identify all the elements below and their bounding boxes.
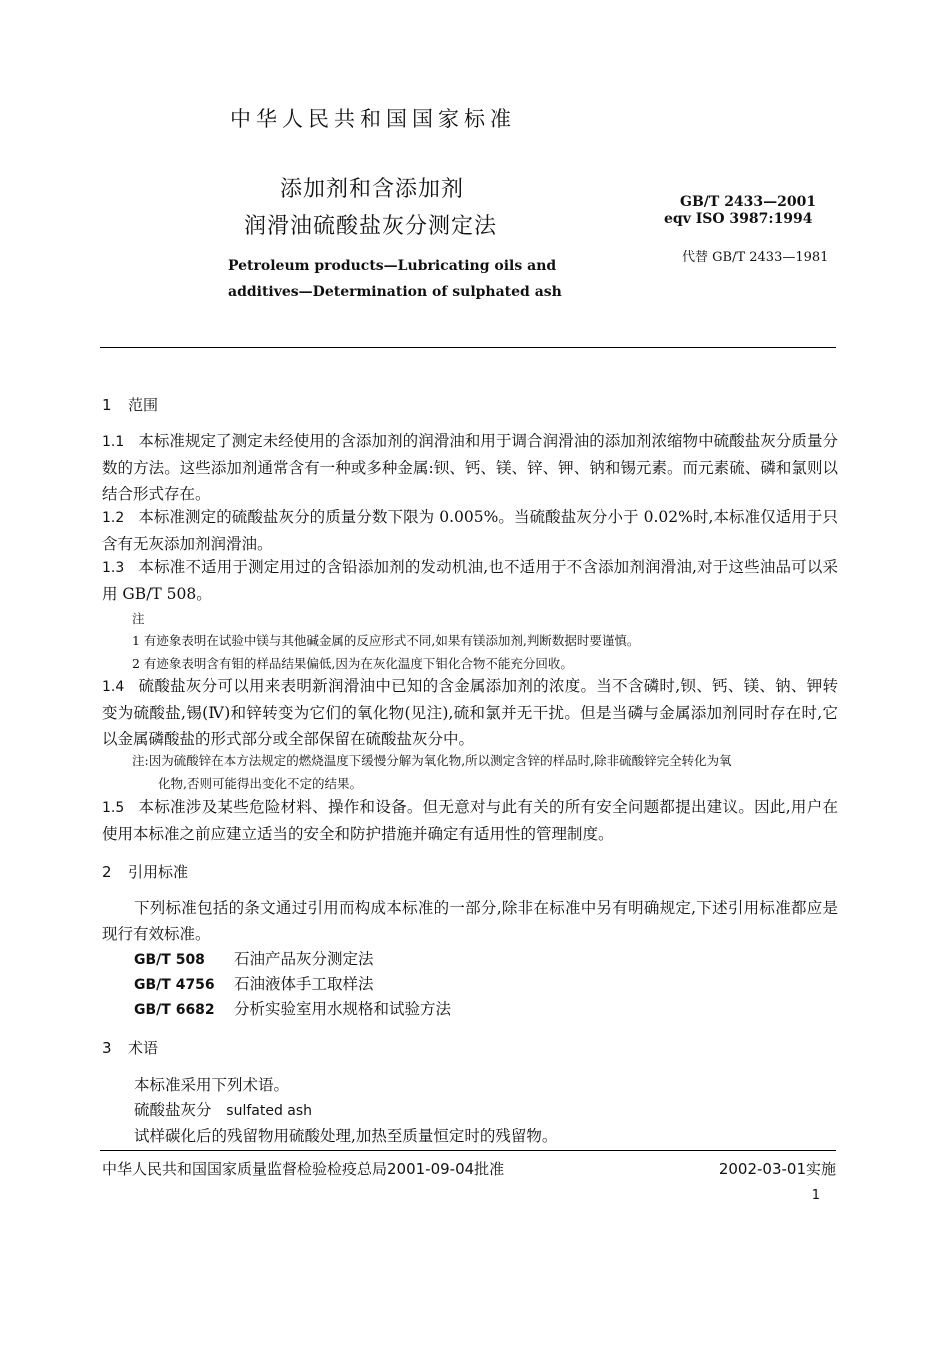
term-entry xyxy=(134,1098,312,1120)
section-title: 术语 xyxy=(128,1039,159,1057)
clause-text: 本标准不适用于测定用过的含铅添加剂的发动机油,也不适用于不含添加剂润滑油,对于这些油品可以采用 GB/T 508。 xyxy=(102,558,838,603)
term-cn: 硫酸盐灰分 xyxy=(134,1101,212,1119)
note-label: 注 xyxy=(132,611,145,626)
note-2: 2 有迹象表明含有钼的样品结果偏低,因为在灰化温度下钼化合物不能充分回收。 xyxy=(132,656,573,671)
section-1-heading xyxy=(102,394,158,415)
clause-text: 硫酸盐灰分可以用来表明新润滑油中已知的含金属添加剂的浓度。当不含磷时,钡、钙、镁、钠、钾转变为硫酸盐,锡(Ⅳ)和锌转变为它们的氧化物(见注),硫和氯并无干扰。但是当磷与金属添加剂同时存在时,它以金属磷酸盐的形式部分或全部保留在硫酸盐灰分中。 xyxy=(102,677,838,748)
page-number: 1 xyxy=(811,1188,820,1203)
section-number: 1 xyxy=(102,396,112,414)
note-1: 1 有迹象表明在试验中镁与其他碱金属的反应形式不同,如果有镁添加剂,判断数据时要谨慎。 xyxy=(132,633,640,648)
reference-title: 石油产品灰分测定法 xyxy=(234,950,374,968)
reference-title: 石油液体手工取样法 xyxy=(234,975,374,993)
terms-intro: 本标准采用下列术语。 xyxy=(134,1076,290,1094)
clause-number: 1.3 xyxy=(102,560,125,576)
section-3-heading xyxy=(102,1037,158,1058)
reference-title: 分析实验室用水规格和试验方法 xyxy=(234,1000,452,1018)
clause-1-4 xyxy=(102,673,838,752)
clause-text: 本标准涉及某些危险材料、操作和设备。但无意对与此有关的所有安全问题都提出建议。因此,用户在使用本标准之前应建立适当的安全和防护措施并确定有适用性的管理制度。 xyxy=(102,798,838,843)
references-intro: 下列标准包括的条文通过引用而构成本标准的一部分,除非在标准中另有明确规定,下述引用标准都应是现行有效标准。 xyxy=(102,899,838,943)
clause-number: 1.4 xyxy=(102,679,125,695)
footer-divider xyxy=(100,1150,836,1151)
section-title: 范围 xyxy=(128,396,159,414)
title-cn-line2: 润滑油硫酸盐灰分测定法 xyxy=(244,214,498,239)
section-number: 2 xyxy=(102,863,112,881)
implementation-date: 2002-03-01实施 xyxy=(718,1160,836,1178)
replaces-code: 代替 GB/T 2433—1981 xyxy=(682,250,829,265)
header-divider xyxy=(100,347,836,348)
equivalent-code: eqv ISO 3987:1994 xyxy=(664,211,813,227)
document-header: 中华人民共和国国家标准 xyxy=(230,107,516,131)
title-en-line1: Petroleum products—Lubricating oils and xyxy=(228,258,557,274)
reference-item xyxy=(134,972,374,994)
reference-code: GB/T 6682 xyxy=(134,1002,215,1018)
reference-item xyxy=(134,997,451,1019)
clause-1-1 xyxy=(102,428,838,507)
reference-code: GB/T 508 xyxy=(134,952,205,968)
approval-line: 中华人民共和国国家质量监督检验检疫总局2001-09-04批准 xyxy=(102,1160,505,1178)
clause-text: 本标准规定了测定未经使用的含添加剂的润滑油和用于调合润滑油的添加剂浓缩物中硫酸盐灰分质量分数的方法。这些添加剂通常含有一种或多种金属:钡、钙、镁、锌、钾、钠和锡元素。而元素硫、磷和氯则以结合形式存在。 xyxy=(102,432,838,503)
clause-1-3 xyxy=(102,554,838,607)
clause-1-2 xyxy=(102,504,838,557)
reference-item xyxy=(134,947,374,969)
note-1-4b: 化物,否则可能得出变化不定的结果。 xyxy=(158,776,362,791)
section-title: 引用标准 xyxy=(128,863,189,881)
section-2-heading xyxy=(102,861,188,882)
term-en: sulfated ash xyxy=(226,1103,313,1119)
section-number: 3 xyxy=(102,1039,112,1057)
reference-code: GB/T 4756 xyxy=(134,977,215,993)
title-en-line2: additives—Determination of sulphated ash xyxy=(228,284,562,300)
clause-text: 本标准测定的硫酸盐灰分的质量分数下限为 0.005%。当硫酸盐灰分小于 0.02%时,本标准仅适用于只含有无灰添加剂润滑油。 xyxy=(102,508,838,553)
clause-number: 1.5 xyxy=(102,800,125,816)
standard-code: GB/T 2433—2001 xyxy=(680,194,817,210)
clause-number: 1.2 xyxy=(102,510,125,526)
clause-1-5 xyxy=(102,794,838,847)
term-definition: 试样碳化后的残留物用硫酸处理,加热至质量恒定时的残留物。 xyxy=(134,1127,558,1145)
clause-number: 1.1 xyxy=(102,434,125,450)
title-cn-line1: 添加剂和含添加剂 xyxy=(280,177,465,202)
note-1-4a: 注:因为硫酸锌在本方法规定的燃烧温度下缓慢分解为氧化物,所以测定含锌的样品时,除非硫酸锌完全转化为氧 xyxy=(132,753,732,768)
